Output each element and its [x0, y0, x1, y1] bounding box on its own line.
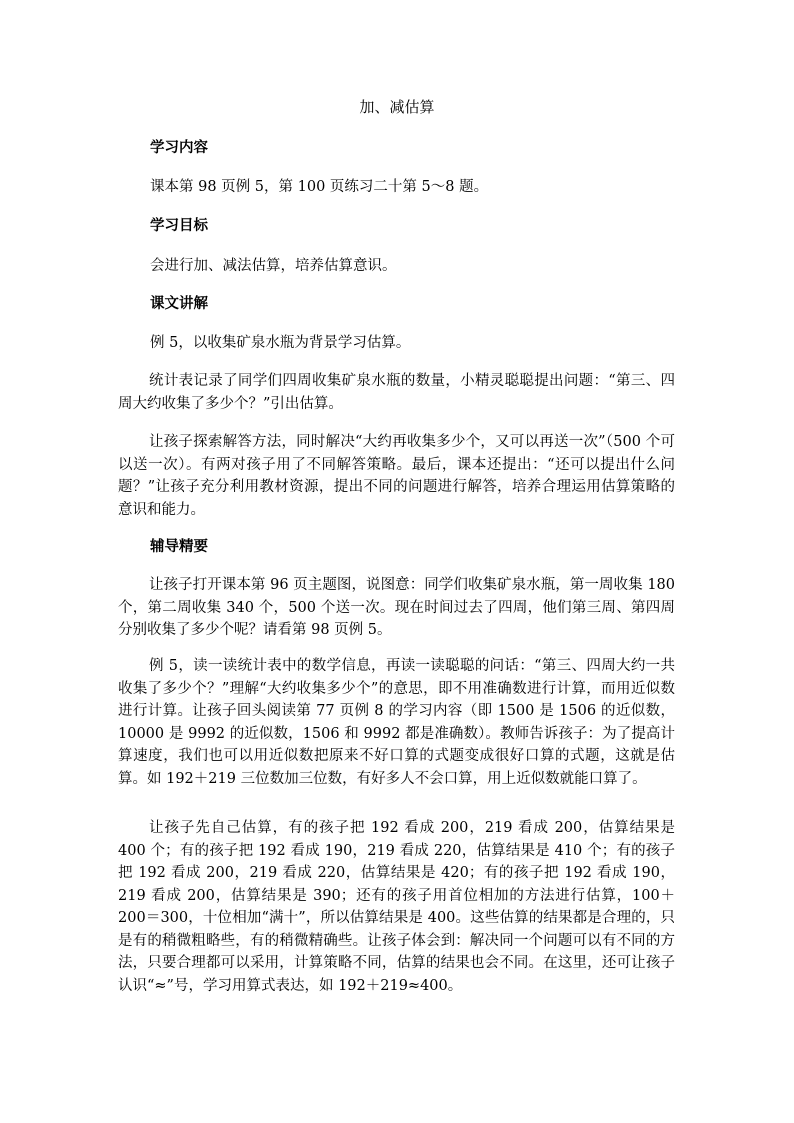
heading-learning-goal: 学习目标	[150, 217, 208, 234]
heading-learning-content: 学习内容	[150, 139, 208, 156]
paragraph-guidance-3: 让孩子先自己估算，有的孩子把 192 看成 200，219 看成 200，估算结果是 400 个；有的孩子把 192 看成 190，219 看成 220，估算结果是 410 个；有的孩子把 192 看成 200，219 看成 220，估算结果是 420；有的孩子把 192 看成 190，219 看成 200，估算结果是 390；还有的孩子用首位相加的方法进行估算，100＋200＝300，十位相加“满十”，所以估算结果是 400。这些估算的结果都是合理的，只是有的稍微粗略些，有的稍微精确些。让孩子体会到：解决同一个问题可以有不同的方法，只要合理都可以采用，计算策略不同，估算的结果也会不同。在这里，还可让孩子认识“≈”号，学习用算式表达，如 192＋219≈400。	[118, 820, 675, 994]
paragraph-lesson-1: 例 5，以收集矿泉水瓶为背景学习估算。	[150, 335, 411, 351]
paragraph-learning-content: 课本第 98 页例 5，第 100 页练习二十第 5～8 题。	[150, 179, 489, 195]
paragraph-lesson-2: 统计表记录了同学们四周收集矿泉水瓶的数量，小精灵聪聪提出问题：“第三、四周大约收集了多少个？”引出估算。	[118, 373, 675, 412]
paragraph-lesson-3: 让孩子探索解答方法，同时解决“大约再收集多少个，又可以再送一次”（500 个可以送一次）。有两对孩子用了不同解答策略。最后，课本还提出：“还可以提出什么问题？”让孩子充分利用教材资源，提出不同的问题进行解答，培养合理运用估算策略的意识和能力。	[118, 434, 675, 518]
paragraph-guidance-2: 例 5，读一读统计表中的数学信息，再读一读聪聪的问话：“第三、四周大约一共收集了多少个？”理解“大约收集多少个”的意思，即不用准确数进行计算，而用近似数进行计算。让孩子回头阅读第 77 页例 8 的学习内容（即 1500 是 1506 的近似数，10000 是 9992 的近似数，1506 和 9992 都是准确数）。教师告诉孩子：为了提高计算速度，我们也可以用近似数把原来不好口算的式题变成很好口算的式题，这就是估算。如 192＋219 三位数加三位数，有好多人不会口算，用上近似数就能口算了。	[118, 658, 675, 787]
heading-lesson-explanation: 课文讲解	[150, 295, 208, 312]
page-title: 加、减估算	[359, 98, 435, 116]
heading-guidance: 辅导精要	[150, 538, 208, 555]
paragraph-learning-goal: 会进行加、减法估算，培养估算意识。	[150, 258, 397, 274]
paragraph-guidance-1: 让孩子打开课本第 96 页主题图，说图意：同学们收集矿泉水瓶，第一周收集 180 个，第二周收集 340 个，500 个送一次。现在时间过去了四周，他们第三周、第四周分别收集了多少个呢？请看第 98 页例 5。	[118, 577, 675, 638]
